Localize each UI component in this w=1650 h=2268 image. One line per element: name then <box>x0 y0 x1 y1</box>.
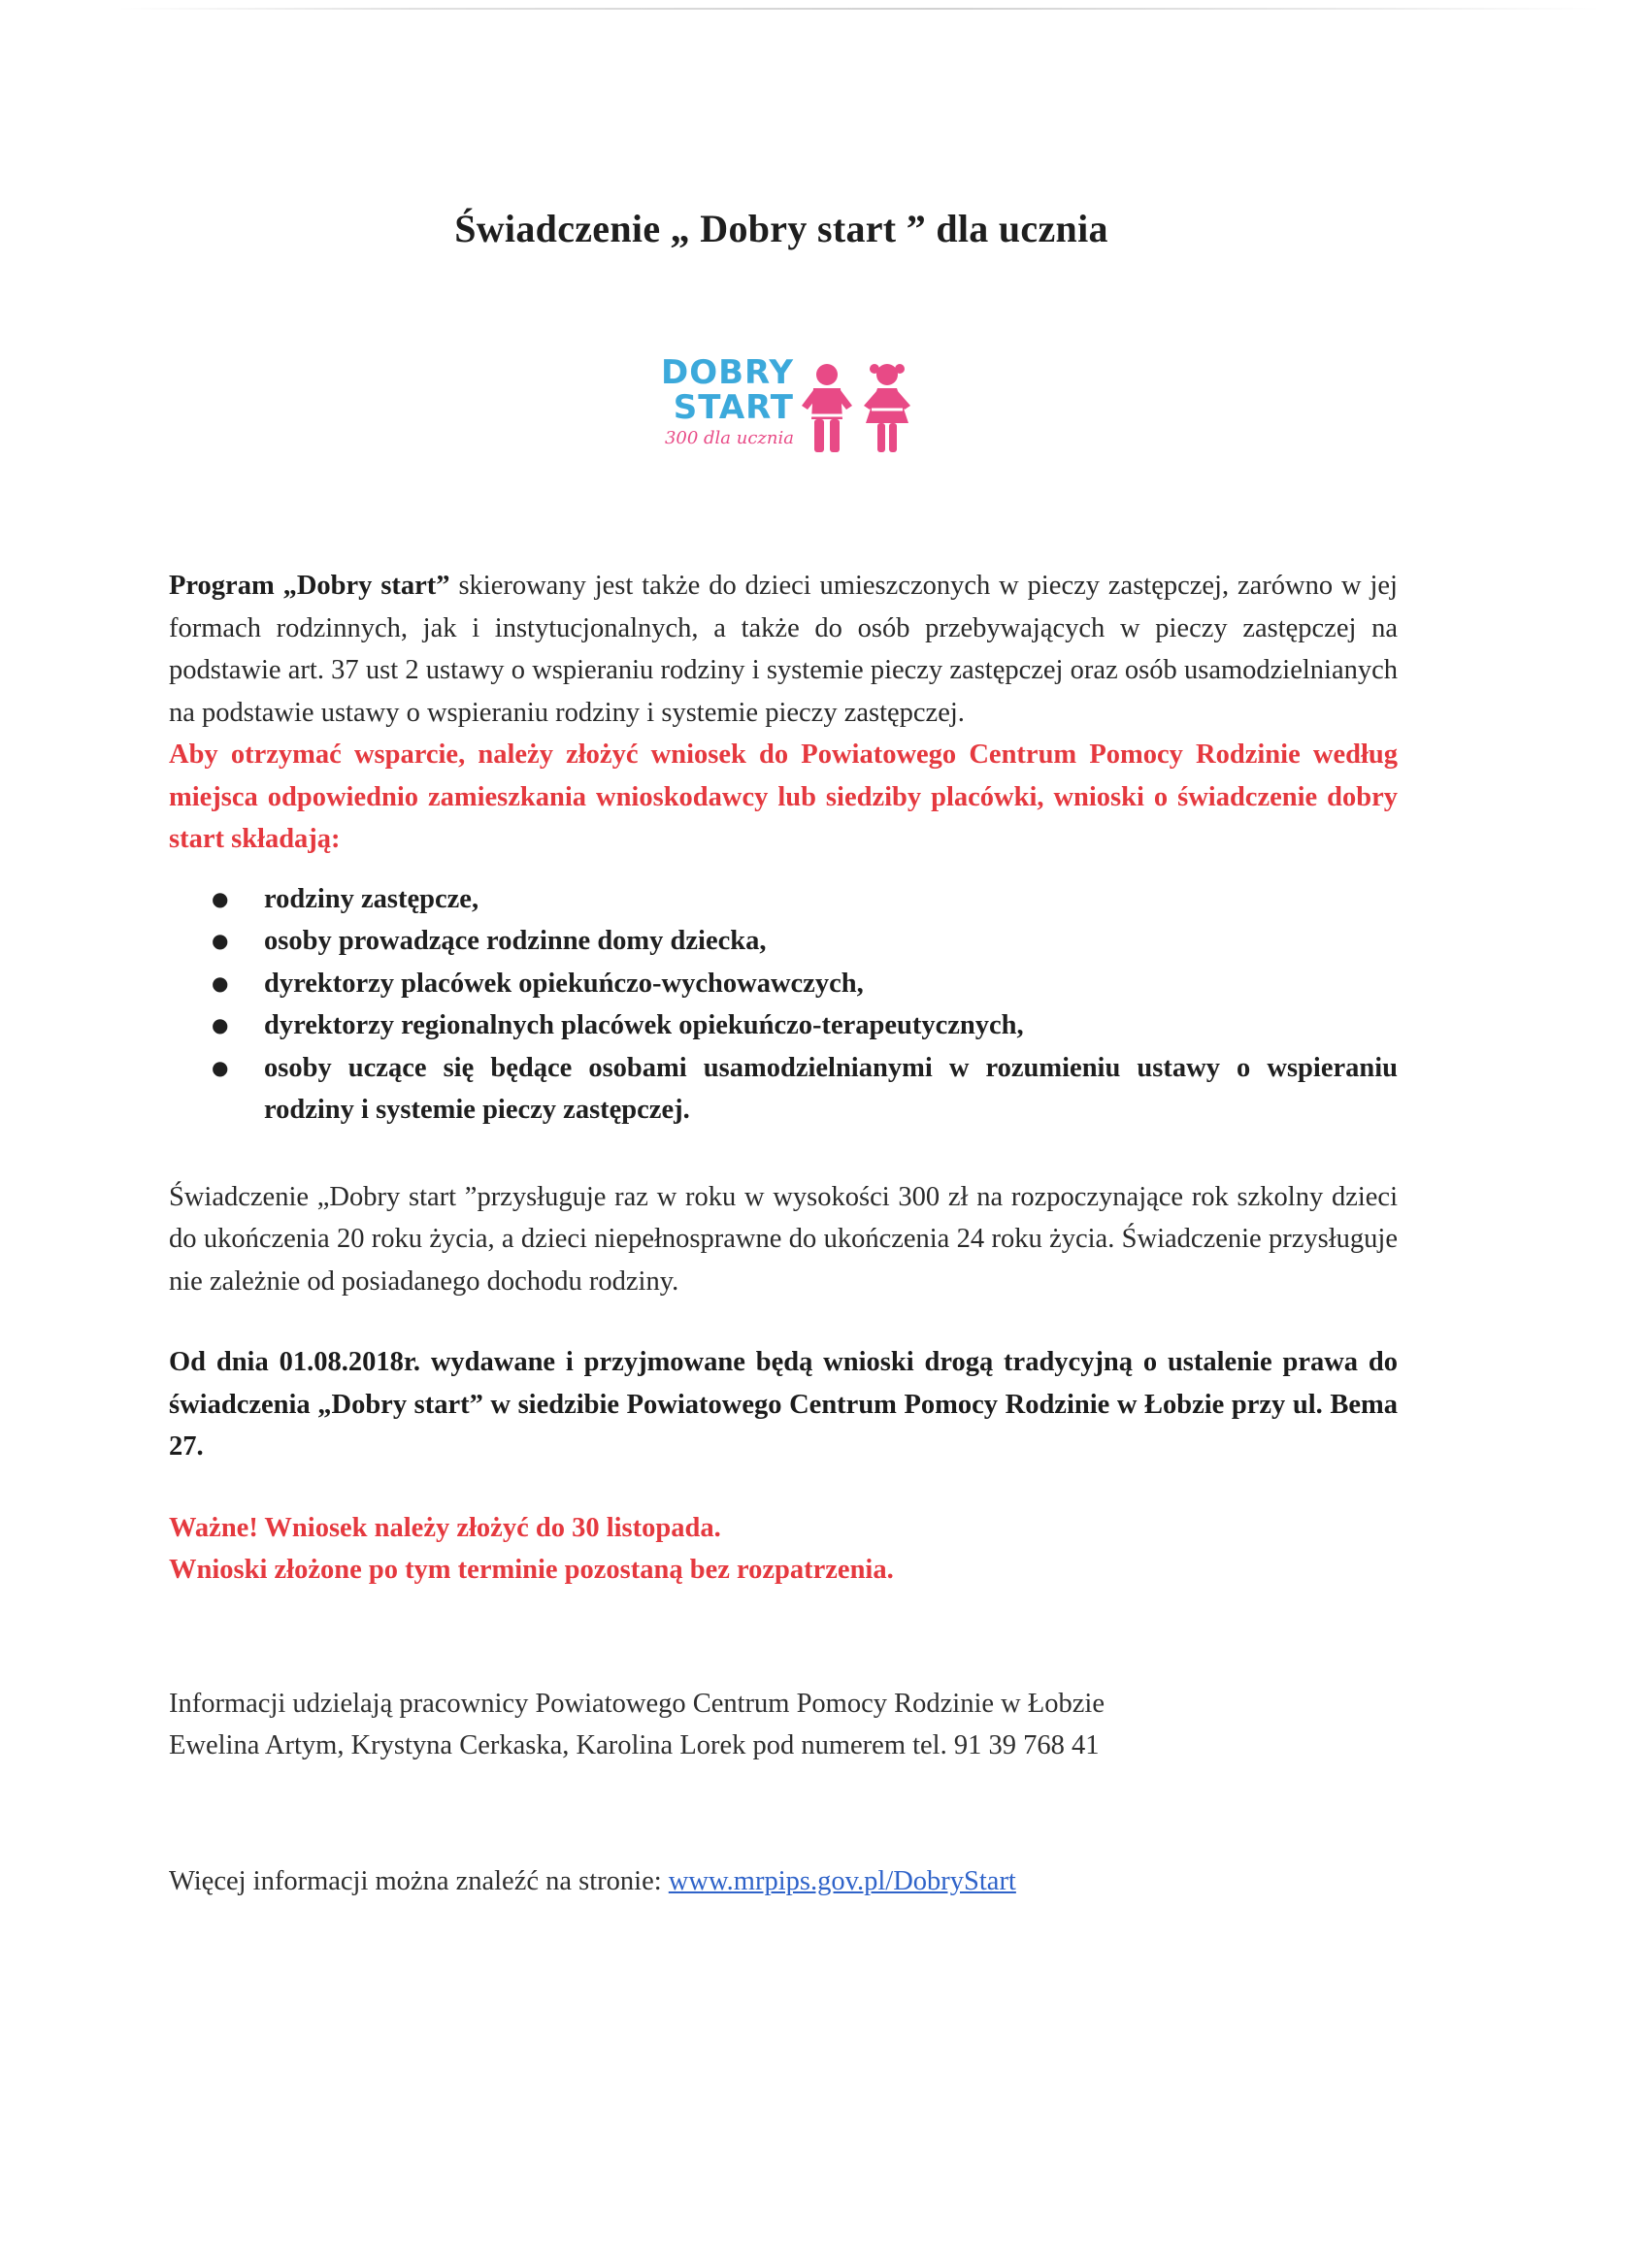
notice-line-1: Ważne! Wniosek należy złożyć do 30 listopada. <box>169 1512 721 1543</box>
logo-text <box>639 355 794 450</box>
notice-line-2: Wnioski złożone po tym terminie pozostaną bez rozpatrzenia. <box>169 1555 894 1585</box>
logo-line-dobry: DOBRY <box>661 353 794 392</box>
list-item: ● dyrektorzy regionalnych placówek opiekuńczo-terapeutycznych, <box>212 1010 1024 1040</box>
list-item: ● rodziny zastępcze, <box>212 883 479 914</box>
more-info-text: Więcej informacji można znaleźć na stronie: <box>169 1865 669 1896</box>
two-children-icon <box>800 359 916 466</box>
paragraph-how-to-apply: Aby otrzymać wsparcie, należy złożyć wniosek do Powiatowego Centrum Pomocy Rodzinie według miejsca odpowiednio zamieszkania wnioskodawcy lub siedziby placówki, wnioski o świadczenie dobry start składają: <box>169 740 1398 854</box>
list-item: ● dyrektorzy placówek opiekuńczo-wychowawczych, <box>212 968 864 999</box>
list-item-text: rodziny zastępcze, <box>264 883 479 914</box>
contact-line-1: Informacji udzielają pracownicy Powiatowego Centrum Pomocy Rodzinie w Łobzie <box>169 1688 1105 1719</box>
list-item: ● osoby uczące się będące osobami usamodzielnianymi w rozumieniu ustawy o wspieraniu rodziny i systemie pieczy zastępczej. <box>212 1052 1398 1125</box>
logo-line-subtitle: 300 dla ucznia <box>664 428 794 448</box>
applicants-list <box>169 878 1398 1132</box>
program-text: skierowany jest także do dzieci umieszczonych w pieczy zastępczej, zarówno w jej formach rodzinnych, jak i instytucjonalnych, a także do osób przebywających w pieczy zastępczej na podstawie art. 37 ust 2 ustawy o wspieraniu rodziny i systemie pieczy zastępczej oraz osób usamodzielnianych na podstawie ustawy o wspieraniu rodziny i systemie pieczy zastępczej. <box>169 571 1398 728</box>
list-item-text: dyrektorzy regionalnych placówek opiekuńczo-terapeutycznych, <box>264 1010 1024 1040</box>
website-link[interactable]: www.mrpips.gov.pl/DobryStart <box>668 1865 1016 1896</box>
paragraph-program <box>169 565 1398 734</box>
contact-line-2: Ewelina Artym, Krystyna Cerkaska, Karolina Lorek pod numerem tel. 91 39 768 41 <box>169 1730 1100 1760</box>
contact-info <box>169 1683 1398 1767</box>
list-item-text: dyrektorzy placówek opiekuńczo-wychowawczych, <box>264 968 864 999</box>
paragraph-benefit-info: Świadczenie „Dobry start ”przysługuje raz w roku w wysokości 300 zł na rozpoczynające rok szkolny dzieci do ukończenia 20 roku życia, a dzieci niepełnosprawne do ukończenia 24 roku życia. Świadczenie przysługuje nie zależnie od posiadanego dochodu rodziny. <box>169 1181 1398 1297</box>
list-item-text: osoby prowadzące rodzinne domy dziecka, <box>264 926 767 956</box>
program-lead: Program „Dobry start” <box>169 571 450 601</box>
list-item: ● osoby prowadzące rodzinne domy dziecka, <box>212 926 767 956</box>
list-item-text: osoby uczące się będące osobami usamodzielnianymi w rozumieniu ustawy o wspieraniu rodziny i systemie pieczy zastępczej. <box>264 1052 1398 1125</box>
dobry-start-logo <box>639 355 930 472</box>
paragraph-dates: Od dnia 01.08.2018r. wydawane i przyjmowane będą wnioski drogą tradycyjną o ustalenie prawa do świadczenia „Dobry start” w siedzibie Powiatowego Centrum Pomocy Rodzinie w Łobzie przy ul. Bema 27. <box>169 1347 1398 1462</box>
important-notice <box>169 1507 1398 1592</box>
page-title: Świadczenie „ Dobry start ” dla ucznia <box>454 207 1108 250</box>
logo-line-start: START <box>673 388 794 427</box>
document-body <box>169 565 1398 1902</box>
more-info <box>169 1860 1398 1903</box>
